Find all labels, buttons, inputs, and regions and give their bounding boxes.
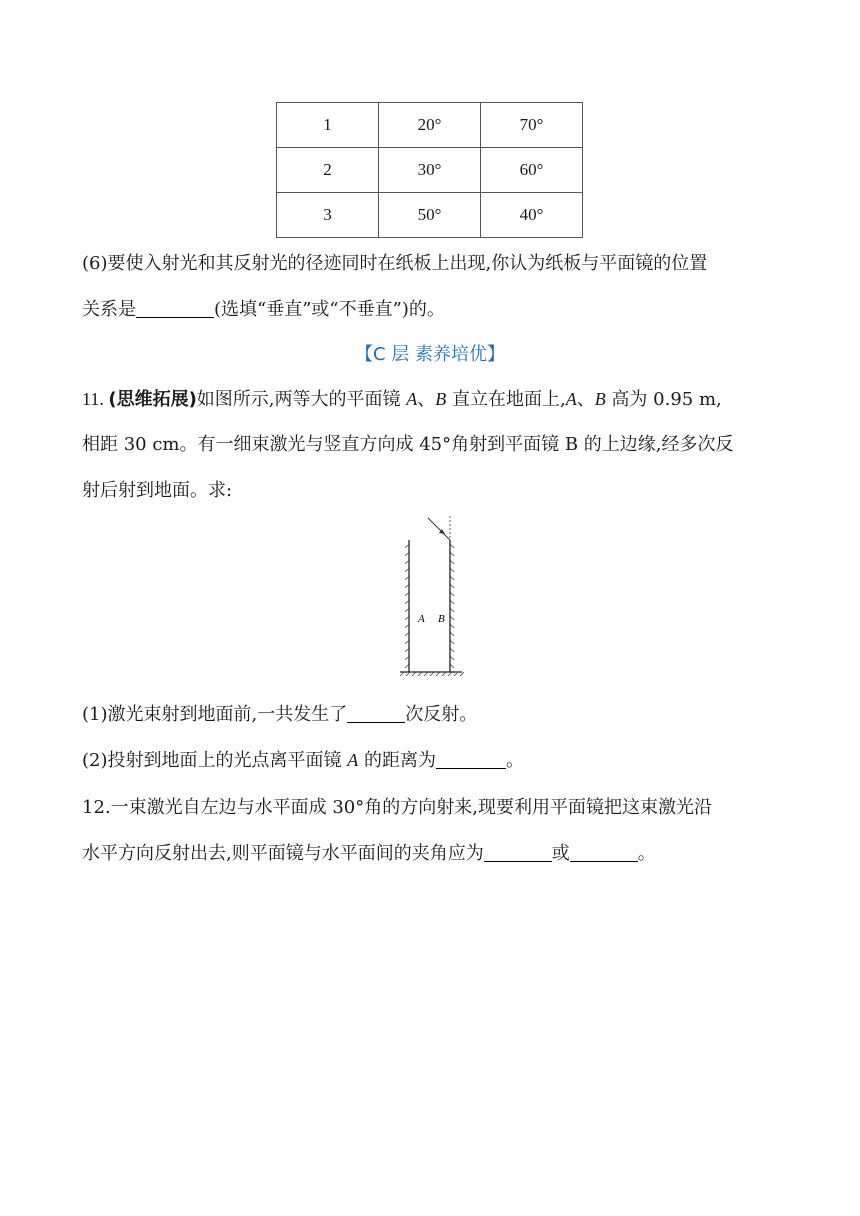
q11-line2: 相距 30 cm。有一细束激光与竖直方向成 45°角射到平面镜 B 的上边缘,经多次反 <box>82 434 734 455</box>
q11-sub2 <box>82 748 524 773</box>
table-cell: 40° <box>481 193 583 238</box>
q12-blank-1[interactable] <box>484 843 552 862</box>
figure-label-a: A <box>418 613 425 625</box>
mirror-diagram <box>398 514 464 678</box>
table-cell: 50° <box>379 193 481 238</box>
section-title: 【C 层 素养培优】 <box>354 344 505 365</box>
laser-ray <box>428 518 450 540</box>
q6-answer-blank[interactable] <box>136 299 214 318</box>
mirror-b-label: B <box>594 389 606 409</box>
mirror-a-label: A <box>347 750 359 770</box>
q11-number: 11. <box>82 389 109 409</box>
q11-sub2-text: (2)投射到地面上的光点离平面镜 <box>82 750 348 771</box>
mirror-a-label: A <box>406 389 418 409</box>
q11-sub2-blank[interactable] <box>436 750 506 769</box>
q11-text: 高为 0.95 m, <box>605 389 722 410</box>
q12-line2 <box>82 842 656 866</box>
table-cell: 20° <box>379 103 481 148</box>
q11-text: 如图所示,两等大的平面镜 <box>196 389 407 410</box>
q6-line1: (6)要使入射光和其反射光的径迹同时在纸板上出现,你认为纸板与平面镜的位置 <box>82 253 708 274</box>
table-cell: 1 <box>277 103 379 148</box>
table-row <box>277 103 583 148</box>
table-cell: 2 <box>277 148 379 193</box>
separator: 、 <box>417 389 436 410</box>
q11-sub2-text-mid: 的距离为 <box>358 750 436 771</box>
table-cell: 70° <box>481 103 583 148</box>
q11-line3: 射后射到地面。求: <box>82 480 233 501</box>
q11-sub2-text-end: 。 <box>505 750 524 771</box>
table-cell: 30° <box>379 148 481 193</box>
q11-tag: (思维拓展) <box>108 389 197 410</box>
q12-text: 水平方向反射出去,则平面镜与水平面间的夹角应为 <box>82 843 484 864</box>
table-cell: 3 <box>277 193 379 238</box>
q6-text-after: (选填“垂直”或“不垂直”)的。 <box>214 299 445 320</box>
q11-text: 直立在地面上, <box>446 389 566 410</box>
q11-sub1-text: (1)激光束射到地面前,一共发生了 <box>82 704 348 725</box>
q6-text-before: 关系是 <box>82 299 136 320</box>
separator: 、 <box>576 389 595 410</box>
mirror-b-label: B <box>435 389 447 409</box>
table-row <box>277 148 583 193</box>
mirror-a-label: A <box>565 389 577 409</box>
q11-sub1 <box>82 703 477 727</box>
q11-sub1-blank[interactable] <box>347 704 405 723</box>
q12-text-mid: 或 <box>551 843 570 864</box>
q12-text-end: 。 <box>637 843 656 864</box>
table-cell: 60° <box>481 148 583 193</box>
figure-label-b: B <box>438 613 445 625</box>
q11-line1 <box>82 387 722 412</box>
angle-table <box>276 102 583 238</box>
q6-line2 <box>82 298 445 322</box>
q11-sub1-text-after: 次反射。 <box>405 704 478 725</box>
q12-line1: 12.一束激光自左边与水平面成 30°角的方向射来,现要利用平面镜把这束激光沿 <box>82 797 712 818</box>
table-row <box>277 193 583 238</box>
q12-blank-2[interactable] <box>570 843 638 862</box>
